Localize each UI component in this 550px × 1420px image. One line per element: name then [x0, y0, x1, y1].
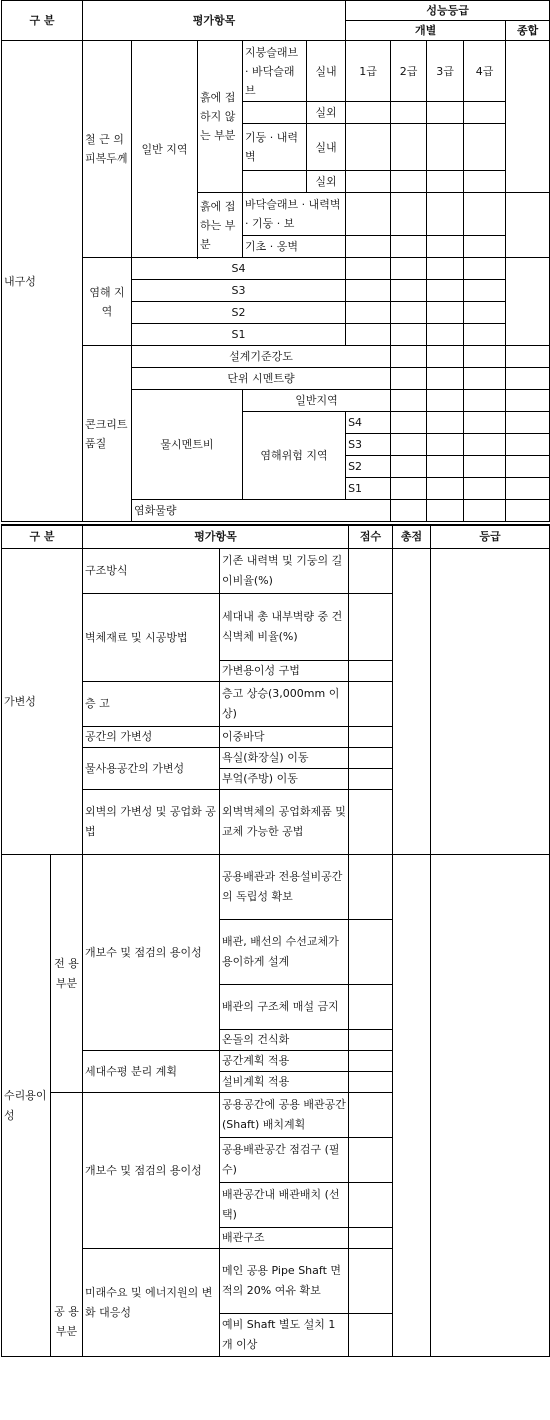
- grade-cell: [427, 412, 464, 434]
- grade-cell: [464, 456, 506, 478]
- grade-cell: [391, 171, 427, 193]
- future-label: 미래수요 및 에너지원의 변화 대응성: [83, 1249, 220, 1357]
- header2-items: 평가항목: [83, 525, 349, 549]
- common-label: 공 용 부분: [51, 1093, 83, 1357]
- grade-cell: [427, 236, 464, 258]
- grade-3-label: 3급: [427, 41, 464, 102]
- grade-cell: [427, 346, 464, 368]
- header2-total: 총점: [393, 525, 431, 549]
- grade-cell: [427, 124, 464, 171]
- variability-repair-table: [1, 524, 550, 1357]
- grade-cell: [464, 500, 506, 522]
- grade-cell: [427, 171, 464, 193]
- wc-s1-label: S1: [346, 478, 391, 500]
- grade-cell: [506, 412, 550, 434]
- grade-cell: [391, 302, 427, 324]
- wc-s2-label: S2: [346, 456, 391, 478]
- spare-shaft-label: 예비 Shaft 별도 설치 1개 이상: [220, 1314, 349, 1357]
- shaft-plan-label: 공용공간에 공용 배관공간(Shaft) 배치계획: [220, 1093, 349, 1138]
- pipe-structure-label: 배관구조: [220, 1228, 349, 1249]
- grade-cell: [464, 280, 506, 302]
- score-cell: [349, 1228, 393, 1249]
- grade-cell: [427, 193, 464, 236]
- score-cell: [349, 594, 393, 661]
- design-strength-label: 설계기준강도: [132, 346, 391, 368]
- grade-cell: [464, 324, 506, 346]
- grade-cell: [506, 346, 550, 368]
- grade-cell: [391, 434, 427, 456]
- grade-cell: [506, 478, 550, 500]
- exterior-item-label: 외벽벽체의 공업화제품 및 교체 가능한 공법: [220, 790, 349, 855]
- variability-label: 가변성: [2, 549, 83, 855]
- foundation-label: 기초 · 옹벽: [243, 236, 346, 258]
- total-cell: [393, 549, 431, 855]
- header2-grade: 등급: [431, 525, 550, 549]
- cover-label: 철 근 의 피복두께: [83, 41, 132, 258]
- grade-cell: [391, 456, 427, 478]
- grade-cell: [391, 124, 427, 171]
- grade-cell: [506, 500, 550, 522]
- grade-cell-overall: [506, 41, 550, 193]
- private-label: 전 용 부분: [51, 855, 83, 1093]
- salt-s4-label: S4: [132, 258, 346, 280]
- grade-cell: [391, 412, 427, 434]
- grade-cell: [427, 280, 464, 302]
- header-grade: 성능등급: [346, 1, 550, 21]
- grade-cell: [427, 102, 464, 124]
- score-cell: [349, 682, 393, 727]
- header-items: 평가항목: [83, 1, 346, 41]
- exterior-label: 외벽의 가변성 및 공업화 공법: [83, 790, 220, 855]
- salt-s3-label: S3: [132, 280, 346, 302]
- grade-cell: [346, 280, 391, 302]
- score-cell: [349, 727, 393, 748]
- column-wall-label: 기둥 · 내력벽: [243, 124, 307, 171]
- grade-2-label: 2급: [391, 41, 427, 102]
- general-region-label: 일반지역: [243, 390, 391, 412]
- grade-cell: [391, 478, 427, 500]
- no-embed-label: 배관의 구조체 매설 금지: [220, 985, 349, 1030]
- separation-label: 세대수평 분리 계획: [83, 1051, 220, 1093]
- grade-cell: [464, 434, 506, 456]
- durability-label: 내구성: [2, 41, 83, 522]
- grade-cell: [391, 258, 427, 280]
- grade-cell: [346, 324, 391, 346]
- grade-cell: [427, 368, 464, 390]
- score-cell: [349, 1093, 393, 1138]
- grade-cell: [464, 102, 506, 124]
- height-rise-label: 층고 상승(3,000mm 이상): [220, 682, 349, 727]
- outdoor-label: 실외: [307, 171, 346, 193]
- score-cell: [349, 855, 393, 920]
- score-cell: [349, 985, 393, 1030]
- grade-cell: [464, 258, 506, 280]
- grade-cell: [346, 258, 391, 280]
- water-space-label: 물사용공간의 가변성: [83, 748, 220, 790]
- indoor-label: 실내: [307, 41, 346, 102]
- grade-cell: [391, 368, 427, 390]
- grade-cell: [431, 855, 550, 1357]
- soil-label: 흙에 접하는 부분: [198, 193, 243, 258]
- chloride-label: 염화물량: [132, 500, 391, 522]
- grade-cell: [464, 368, 506, 390]
- floor-height-label: 층 고: [83, 682, 220, 727]
- grade-cell: [427, 478, 464, 500]
- wc-s3-label: S3: [346, 434, 391, 456]
- grade-cell: [346, 193, 391, 236]
- score-cell: [349, 1072, 393, 1093]
- maint-label: 개보수 및 점검의 용이성: [83, 855, 220, 1051]
- grade-cell: [506, 390, 550, 412]
- grade-cell: [346, 236, 391, 258]
- grade-cell: [346, 102, 391, 124]
- maint2-label: 개보수 및 점검의 용이성: [83, 1093, 220, 1249]
- equip-plan-label: 설비계획 적용: [220, 1072, 349, 1093]
- salt-risk-label: 염해위험 지역: [243, 412, 346, 500]
- salt-s2-label: S2: [132, 302, 346, 324]
- grade-cell: [427, 324, 464, 346]
- dry-wall-label: 세대내 총 내부벽량 중 건식벽체 비율(%): [220, 594, 349, 661]
- indoor-label: 실내: [307, 124, 346, 171]
- wc-ratio-label: 물시멘트비: [132, 390, 243, 500]
- header-overall: 종합: [506, 21, 550, 41]
- salt-s1-label: S1: [132, 324, 346, 346]
- grade-cell: [391, 390, 427, 412]
- grade-cell: [391, 500, 427, 522]
- pipe-replace-label: 배관, 배선의 수선교체가 용이하게 설계: [220, 920, 349, 985]
- grade-cell: [427, 302, 464, 324]
- grade-cell: [427, 258, 464, 280]
- bath-move-label: 욕실(화장실) 이동: [220, 748, 349, 769]
- grade-cell: [506, 368, 550, 390]
- grade-cell-overall: [506, 258, 550, 346]
- grade-cell: [431, 549, 550, 855]
- roof-slab-label: 지붕슬래브 · 바닥슬래브: [243, 41, 307, 102]
- grade-cell: [391, 236, 427, 258]
- score-cell: [349, 1249, 393, 1314]
- kitchen-move-label: 부엌(주방) 이동: [220, 769, 349, 790]
- durability-table: [1, 0, 550, 522]
- floor-wall-label: 바닥슬래브 · 내력벽 · 기둥 · 보: [243, 193, 346, 236]
- cell-empty: [243, 102, 307, 124]
- grade-cell: [427, 500, 464, 522]
- score-cell: [349, 661, 393, 682]
- unit-cement-label: 단위 시멘트량: [132, 368, 391, 390]
- grade-cell: [464, 171, 506, 193]
- grade-cell: [391, 324, 427, 346]
- grade-cell: [427, 456, 464, 478]
- grade-cell: [464, 346, 506, 368]
- grade-cell: [391, 280, 427, 302]
- grade-cell: [506, 434, 550, 456]
- score-cell: [349, 769, 393, 790]
- grade-cell: [464, 124, 506, 171]
- grade-cell: [391, 346, 427, 368]
- structure-ratio-label: 기존 내력벽 및 기둥의 길이비율(%): [220, 549, 349, 594]
- grade-cell: [427, 434, 464, 456]
- score-cell: [349, 1051, 393, 1072]
- total-cell: [393, 855, 431, 1357]
- score-cell: [349, 1183, 393, 1228]
- space-plan-label: 공간계획 적용: [220, 1051, 349, 1072]
- score-cell: [349, 1030, 393, 1051]
- grade-cell: [464, 302, 506, 324]
- score-cell: [349, 549, 393, 594]
- grade-cell: [346, 302, 391, 324]
- grade-cell: [427, 390, 464, 412]
- ondol-label: 온돌의 건식화: [220, 1030, 349, 1051]
- grade-cell: [391, 102, 427, 124]
- header2-score: 점수: [349, 525, 393, 549]
- score-cell: [349, 748, 393, 769]
- score-cell: [349, 1138, 393, 1183]
- general-area-label: 일반 지역: [132, 41, 198, 258]
- grade-cell: [346, 124, 391, 171]
- no-soil-label: 흙에 접하지 않는 부분: [198, 41, 243, 193]
- grade-cell: [464, 390, 506, 412]
- grade-cell: [506, 456, 550, 478]
- independence-label: 공용배관과 전용설비공간의 독립성 확보: [220, 855, 349, 920]
- grade-cell-overall: [506, 193, 550, 258]
- header-individual: 개별: [346, 21, 506, 41]
- header2-category: 구 분: [2, 525, 83, 549]
- header-category: 구 분: [2, 1, 83, 41]
- grade-cell: [391, 193, 427, 236]
- double-floor-label: 이중바닥: [220, 727, 349, 748]
- score-cell: [349, 1314, 393, 1357]
- score-cell: [349, 920, 393, 985]
- outdoor-label: 실외: [307, 102, 346, 124]
- variable-method-label: 가변용이성 구법: [220, 661, 349, 682]
- pipe-layout-label: 배관공간내 배관배치 (선택): [220, 1183, 349, 1228]
- shaft-margin-label: 메인 공용 Pipe Shaft 면적의 20% 여유 확보: [220, 1249, 349, 1314]
- grade-cell: [464, 478, 506, 500]
- grade-4-label: 4급: [464, 41, 506, 102]
- structure-label: 구조방식: [83, 549, 220, 594]
- cell-empty: [243, 171, 307, 193]
- quality-label: 콘크리트 품질: [83, 346, 132, 522]
- wall-material-label: 벽체재료 및 시공방법: [83, 594, 220, 682]
- grade-1-label: 1급: [346, 41, 391, 102]
- inspection-label: 공용배관공간 점검구 (필수): [220, 1138, 349, 1183]
- score-cell: [349, 790, 393, 855]
- wc-s4-label: S4: [346, 412, 391, 434]
- grade-cell: [464, 236, 506, 258]
- salt-area-label: 염해 지역: [83, 258, 132, 346]
- space-var-label: 공간의 가변성: [83, 727, 220, 748]
- grade-cell: [346, 171, 391, 193]
- repair-label: 수리용이성: [2, 855, 51, 1357]
- grade-cell: [464, 412, 506, 434]
- grade-cell: [464, 193, 506, 236]
- performance-grade-document: [1, 0, 549, 1357]
